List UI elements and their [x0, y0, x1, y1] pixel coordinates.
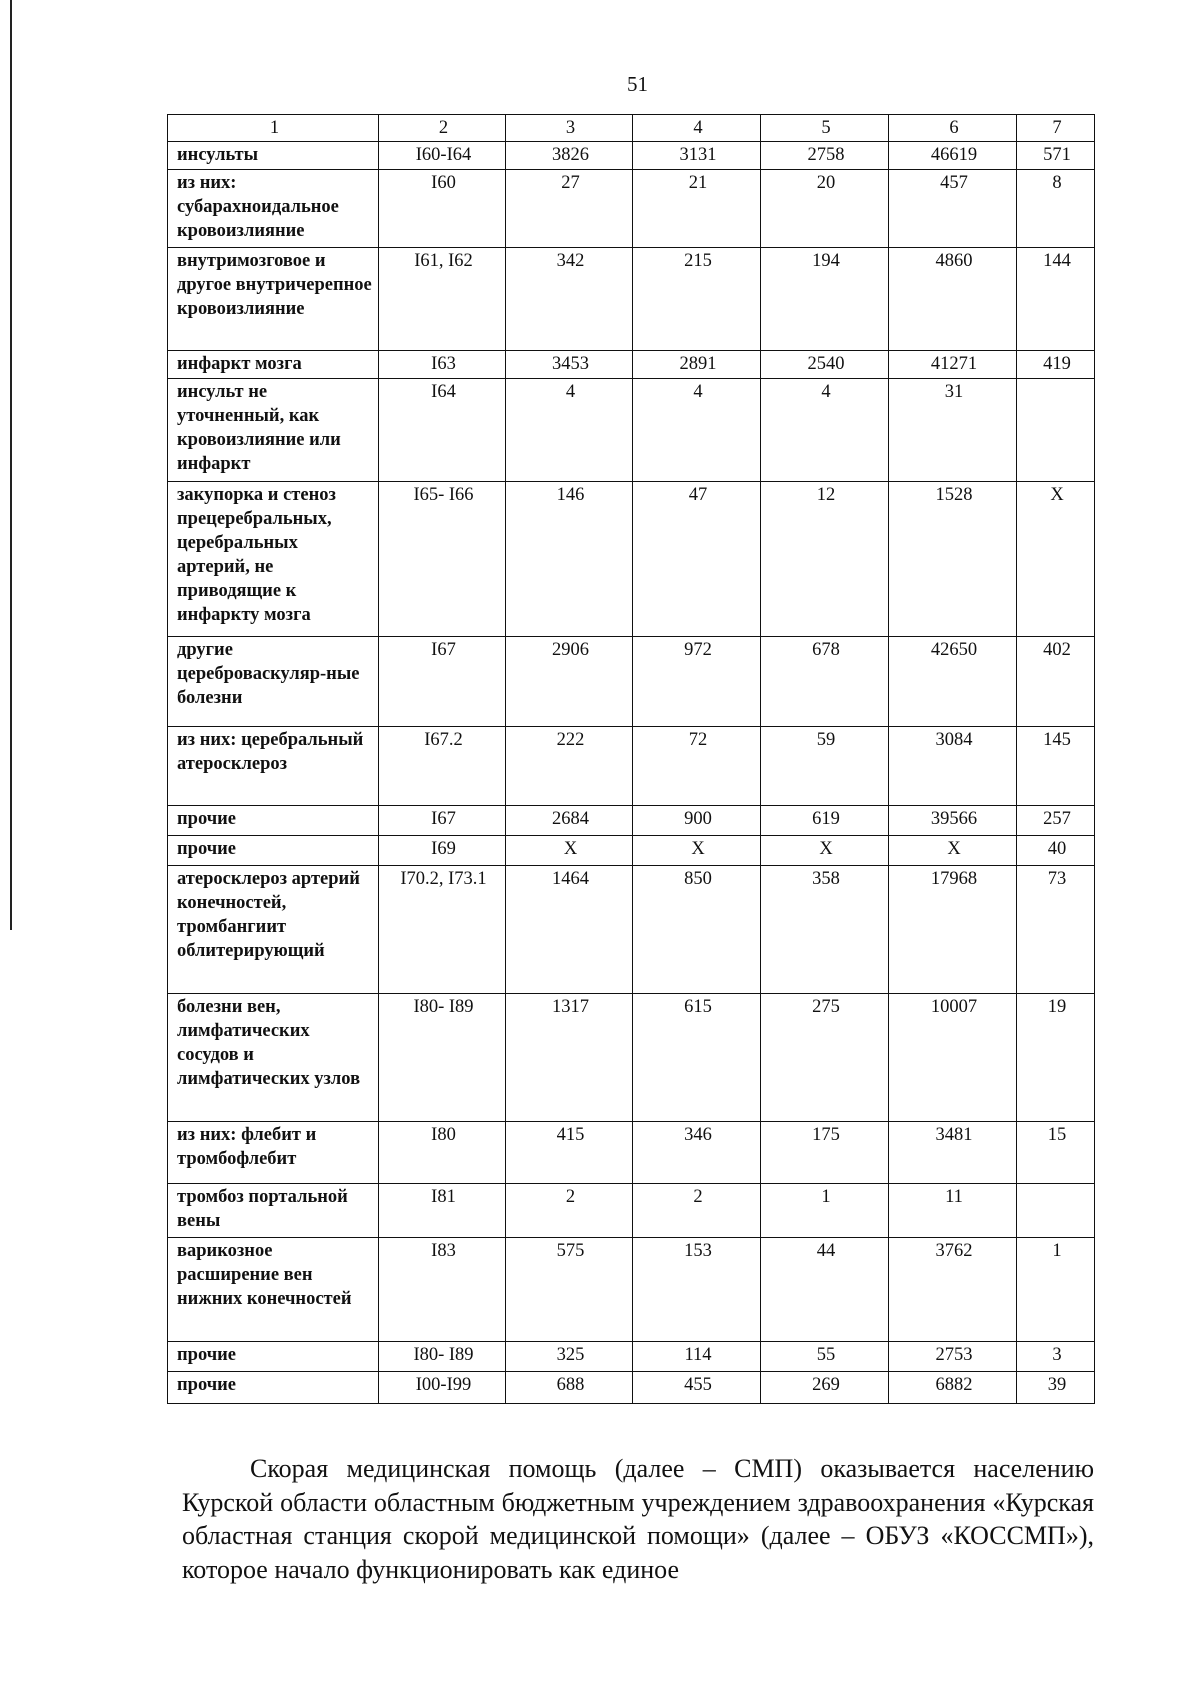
icd-code: I67.2 [379, 727, 506, 806]
icd-code: I64 [379, 379, 506, 482]
header-cell: 2 [379, 115, 506, 142]
icd-code: I00-I99 [379, 1372, 506, 1404]
disease-name: из них: субарахноидальное кровоизлияние [168, 170, 379, 248]
value-col5: 358 [761, 866, 889, 994]
value-col7: 402 [1017, 637, 1095, 727]
value-col3: 3453 [506, 351, 633, 379]
value-col6: 31 [889, 379, 1017, 482]
value-col5: 44 [761, 1238, 889, 1342]
value-col5: 2540 [761, 351, 889, 379]
value-col3: 2906 [506, 637, 633, 727]
table-header-row [168, 115, 1095, 142]
statistics-table [167, 114, 1095, 1404]
value-col5: 194 [761, 248, 889, 351]
value-col4: 4 [633, 379, 761, 482]
value-col4: 153 [633, 1238, 761, 1342]
value-col5: 175 [761, 1122, 889, 1184]
value-col7: 15 [1017, 1122, 1095, 1184]
value-col5: 4 [761, 379, 889, 482]
value-col6: 3084 [889, 727, 1017, 806]
value-col3: 1464 [506, 866, 633, 994]
table-row [168, 637, 1095, 727]
value-col5: 59 [761, 727, 889, 806]
icd-code: I80- I89 [379, 1342, 506, 1372]
value-col6: 17968 [889, 866, 1017, 994]
value-col4: 72 [633, 727, 761, 806]
header-cell: 3 [506, 115, 633, 142]
value-col6: 10007 [889, 994, 1017, 1122]
value-col5: 12 [761, 482, 889, 637]
table-row [168, 866, 1095, 994]
icd-code: I60-I64 [379, 142, 506, 170]
header-cell: 6 [889, 115, 1017, 142]
value-col5: 619 [761, 806, 889, 836]
value-col6: 1528 [889, 482, 1017, 637]
value-col7: 419 [1017, 351, 1095, 379]
disease-name: прочие [168, 1342, 379, 1372]
value-col4: 2 [633, 1184, 761, 1238]
icd-code: I60 [379, 170, 506, 248]
value-col6: 46619 [889, 142, 1017, 170]
disease-name: другие цереброваскуляр-ные болезни [168, 637, 379, 727]
value-col7: 571 [1017, 142, 1095, 170]
disease-name: прочие [168, 836, 379, 866]
value-col4: 114 [633, 1342, 761, 1372]
value-col3: 325 [506, 1342, 633, 1372]
table-row [168, 248, 1095, 351]
value-col6: 42650 [889, 637, 1017, 727]
value-col4: 972 [633, 637, 761, 727]
table-row [168, 836, 1095, 866]
value-col4: 455 [633, 1372, 761, 1404]
value-col7: 8 [1017, 170, 1095, 248]
table-row [168, 1238, 1095, 1342]
value-col7 [1017, 1184, 1095, 1238]
value-col7: 145 [1017, 727, 1095, 806]
value-col4: 21 [633, 170, 761, 248]
value-col5: 275 [761, 994, 889, 1122]
value-col6: 3481 [889, 1122, 1017, 1184]
value-col6: 457 [889, 170, 1017, 248]
value-col3: 4 [506, 379, 633, 482]
value-col6: 6882 [889, 1372, 1017, 1404]
value-col7: 144 [1017, 248, 1095, 351]
disease-name: из них: церебральный атеросклероз [168, 727, 379, 806]
value-col7: 257 [1017, 806, 1095, 836]
value-col5: 269 [761, 1372, 889, 1404]
value-col7: 3 [1017, 1342, 1095, 1372]
disease-name: атеросклероз артерий конечностей, тромбангиит облитерирующий [168, 866, 379, 994]
value-col7: 19 [1017, 994, 1095, 1122]
table-row [168, 1122, 1095, 1184]
value-col7: X [1017, 482, 1095, 637]
icd-code: I67 [379, 637, 506, 727]
table-row [168, 1372, 1095, 1404]
disease-name: тромбоз портальной вены [168, 1184, 379, 1238]
value-col5: 55 [761, 1342, 889, 1372]
value-col7: 40 [1017, 836, 1095, 866]
disease-name: инсульт не уточненный, как кровоизлияние или инфаркт [168, 379, 379, 482]
icd-code: I69 [379, 836, 506, 866]
value-col6: 11 [889, 1184, 1017, 1238]
icd-code: I81 [379, 1184, 506, 1238]
header-cell: 1 [168, 115, 379, 142]
value-col3: 1317 [506, 994, 633, 1122]
header-cell: 4 [633, 115, 761, 142]
table-row [168, 727, 1095, 806]
header-cell: 5 [761, 115, 889, 142]
value-col6: 4860 [889, 248, 1017, 351]
value-col4: 850 [633, 866, 761, 994]
value-col5: 1 [761, 1184, 889, 1238]
value-col3: 222 [506, 727, 633, 806]
table-row [168, 351, 1095, 379]
table-row [168, 994, 1095, 1122]
value-col7: 1 [1017, 1238, 1095, 1342]
value-col3: 3826 [506, 142, 633, 170]
icd-code: I67 [379, 806, 506, 836]
value-col5: 678 [761, 637, 889, 727]
disease-name: закупорка и стеноз прецеребральных, церебральных артерий, не приводящие к инфаркту мозга [168, 482, 379, 637]
value-col4: 2891 [633, 351, 761, 379]
disease-name: из них: флебит и тромбофлебит [168, 1122, 379, 1184]
table-row [168, 1184, 1095, 1238]
value-col4: 3131 [633, 142, 761, 170]
icd-code: I63 [379, 351, 506, 379]
table-row [168, 1342, 1095, 1372]
value-col7 [1017, 379, 1095, 482]
icd-code: I61, I62 [379, 248, 506, 351]
value-col6: 41271 [889, 351, 1017, 379]
value-col4: 615 [633, 994, 761, 1122]
table-row [168, 379, 1095, 482]
value-col3: 342 [506, 248, 633, 351]
value-col4: 900 [633, 806, 761, 836]
table-row [168, 142, 1095, 170]
value-col7: 39 [1017, 1372, 1095, 1404]
value-col3: X [506, 836, 633, 866]
icd-code: I65- I66 [379, 482, 506, 637]
icd-code: I80- I89 [379, 994, 506, 1122]
value-col5: 20 [761, 170, 889, 248]
icd-code: I80 [379, 1122, 506, 1184]
value-col4: X [633, 836, 761, 866]
value-col4: 346 [633, 1122, 761, 1184]
value-col4: 47 [633, 482, 761, 637]
disease-name: прочие [168, 806, 379, 836]
icd-code: I70.2, I73.1 [379, 866, 506, 994]
value-col5: 2758 [761, 142, 889, 170]
header-cell: 7 [1017, 115, 1095, 142]
value-col7: 73 [1017, 866, 1095, 994]
scan-edge-line [10, 0, 12, 930]
page-number: 51 [627, 72, 648, 96]
disease-name: инфаркт мозга [168, 351, 379, 379]
value-col3: 2684 [506, 806, 633, 836]
value-col3: 27 [506, 170, 633, 248]
value-col6: 2753 [889, 1342, 1017, 1372]
value-col3: 146 [506, 482, 633, 637]
body-paragraph: Скорая медицинская помощь (далее – СМП) оказывается населению Курской области областным бюджетным учреждением здравоохранения «Курская областная станция скорой медицинской помощи» (далее – ОБУЗ «КОССМП»), которое начало функционировать как единое [182, 1454, 1094, 1584]
disease-name: прочие [168, 1372, 379, 1404]
table-row [168, 806, 1095, 836]
table-row [168, 170, 1095, 248]
value-col6: X [889, 836, 1017, 866]
disease-name: болезни вен, лимфатических сосудов и лимфатических узлов [168, 994, 379, 1122]
value-col3: 2 [506, 1184, 633, 1238]
disease-name: варикозное расширение вен нижних конечностей [168, 1238, 379, 1342]
value-col3: 575 [506, 1238, 633, 1342]
value-col3: 688 [506, 1372, 633, 1404]
value-col6: 3762 [889, 1238, 1017, 1342]
table-row [168, 482, 1095, 637]
value-col3: 415 [506, 1122, 633, 1184]
disease-name: инсульты [168, 142, 379, 170]
disease-name: внутримозговое и другое внутричерепное кровоизлияние [168, 248, 379, 351]
value-col4: 215 [633, 248, 761, 351]
icd-code: I83 [379, 1238, 506, 1342]
value-col6: 39566 [889, 806, 1017, 836]
value-col5: X [761, 836, 889, 866]
